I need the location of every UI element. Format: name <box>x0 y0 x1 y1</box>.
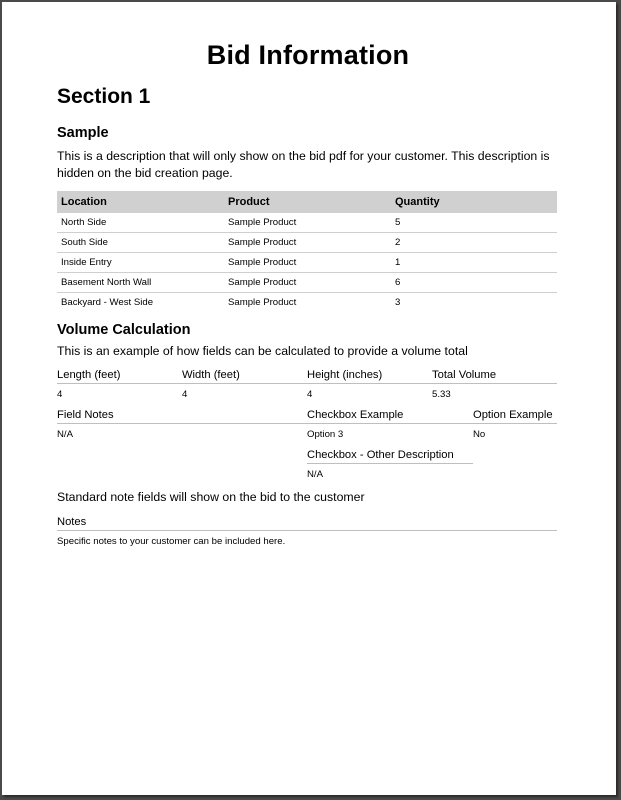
cell-product: Sample Product <box>224 233 391 253</box>
field-value: 5.33 <box>432 389 451 400</box>
field-label: Checkbox - Other Description <box>307 449 473 464</box>
field-height <box>307 369 432 400</box>
cell-location: Inside Entry <box>57 253 224 273</box>
field-value: N/A <box>307 469 323 480</box>
field-notes <box>57 409 307 440</box>
cell-quantity: 3 <box>395 297 401 308</box>
field-value: 4 <box>307 389 313 400</box>
field-label: Notes <box>57 516 557 531</box>
table-row <box>57 233 557 253</box>
column-header-product: Product <box>224 191 391 213</box>
volume-heading: Volume Calculation <box>57 322 191 338</box>
field-value: No <box>473 429 486 440</box>
field-checkbox-other-description <box>307 449 473 480</box>
table-row <box>57 273 557 293</box>
cell-product: Sample Product <box>224 253 391 273</box>
cell-location: North Side <box>57 213 224 233</box>
volume-description: This is an example of how fields can be calculated to provide a volume total <box>57 344 468 358</box>
table-row <box>57 213 557 233</box>
field-option-example <box>473 409 557 440</box>
cell-product: Sample Product <box>224 213 391 233</box>
cell-quantity: 2 <box>391 233 557 253</box>
field-checkbox-example <box>307 409 473 440</box>
field-value: 4 <box>57 389 63 400</box>
field-width <box>182 369 307 400</box>
table-row <box>57 293 557 313</box>
field-label: Option Example <box>473 409 557 424</box>
cell-product: Sample Product <box>224 273 391 293</box>
cell-location: Backyard - West Side <box>61 297 154 308</box>
field-value: Option 3 <box>307 429 344 440</box>
field-label: Field Notes <box>57 409 307 424</box>
cell-quantity: 6 <box>391 273 557 293</box>
cell-location: South Side <box>57 233 224 253</box>
sample-description: This is a description that will only show on the bid pdf for your customer. This description is hidden on the bid creation page. <box>57 149 550 180</box>
pdf-page <box>2 2 616 795</box>
field-value: 4 <box>182 389 188 400</box>
field-label: Length (feet) <box>57 369 182 384</box>
cell-location: Basement North Wall <box>57 273 224 293</box>
field-label: Height (inches) <box>307 369 432 384</box>
field-label: Width (feet) <box>182 369 307 384</box>
field-total-volume <box>432 369 557 400</box>
cell-product: Sample Product <box>228 297 297 308</box>
table-header-row <box>57 191 557 213</box>
table-row <box>57 253 557 273</box>
document-title: Bid Information <box>206 40 410 70</box>
cell-quantity: 1 <box>391 253 557 273</box>
field-value: N/A <box>57 429 73 440</box>
column-header-location: Location <box>57 191 224 213</box>
column-header-quantity: Quantity <box>391 191 557 213</box>
cell-quantity: 5 <box>391 213 557 233</box>
field-label: Checkbox Example <box>307 409 473 424</box>
field-label: Total Volume <box>432 369 557 384</box>
field-customer-notes <box>57 516 557 547</box>
section-title: Section 1 <box>57 85 151 108</box>
field-length <box>57 369 182 400</box>
sample-heading: Sample <box>57 125 109 141</box>
products-table <box>57 191 557 312</box>
field-value: Specific notes to your customer can be included here. <box>57 536 286 547</box>
notes-intro: Standard note fields will show on the bid to the customer <box>57 490 365 504</box>
